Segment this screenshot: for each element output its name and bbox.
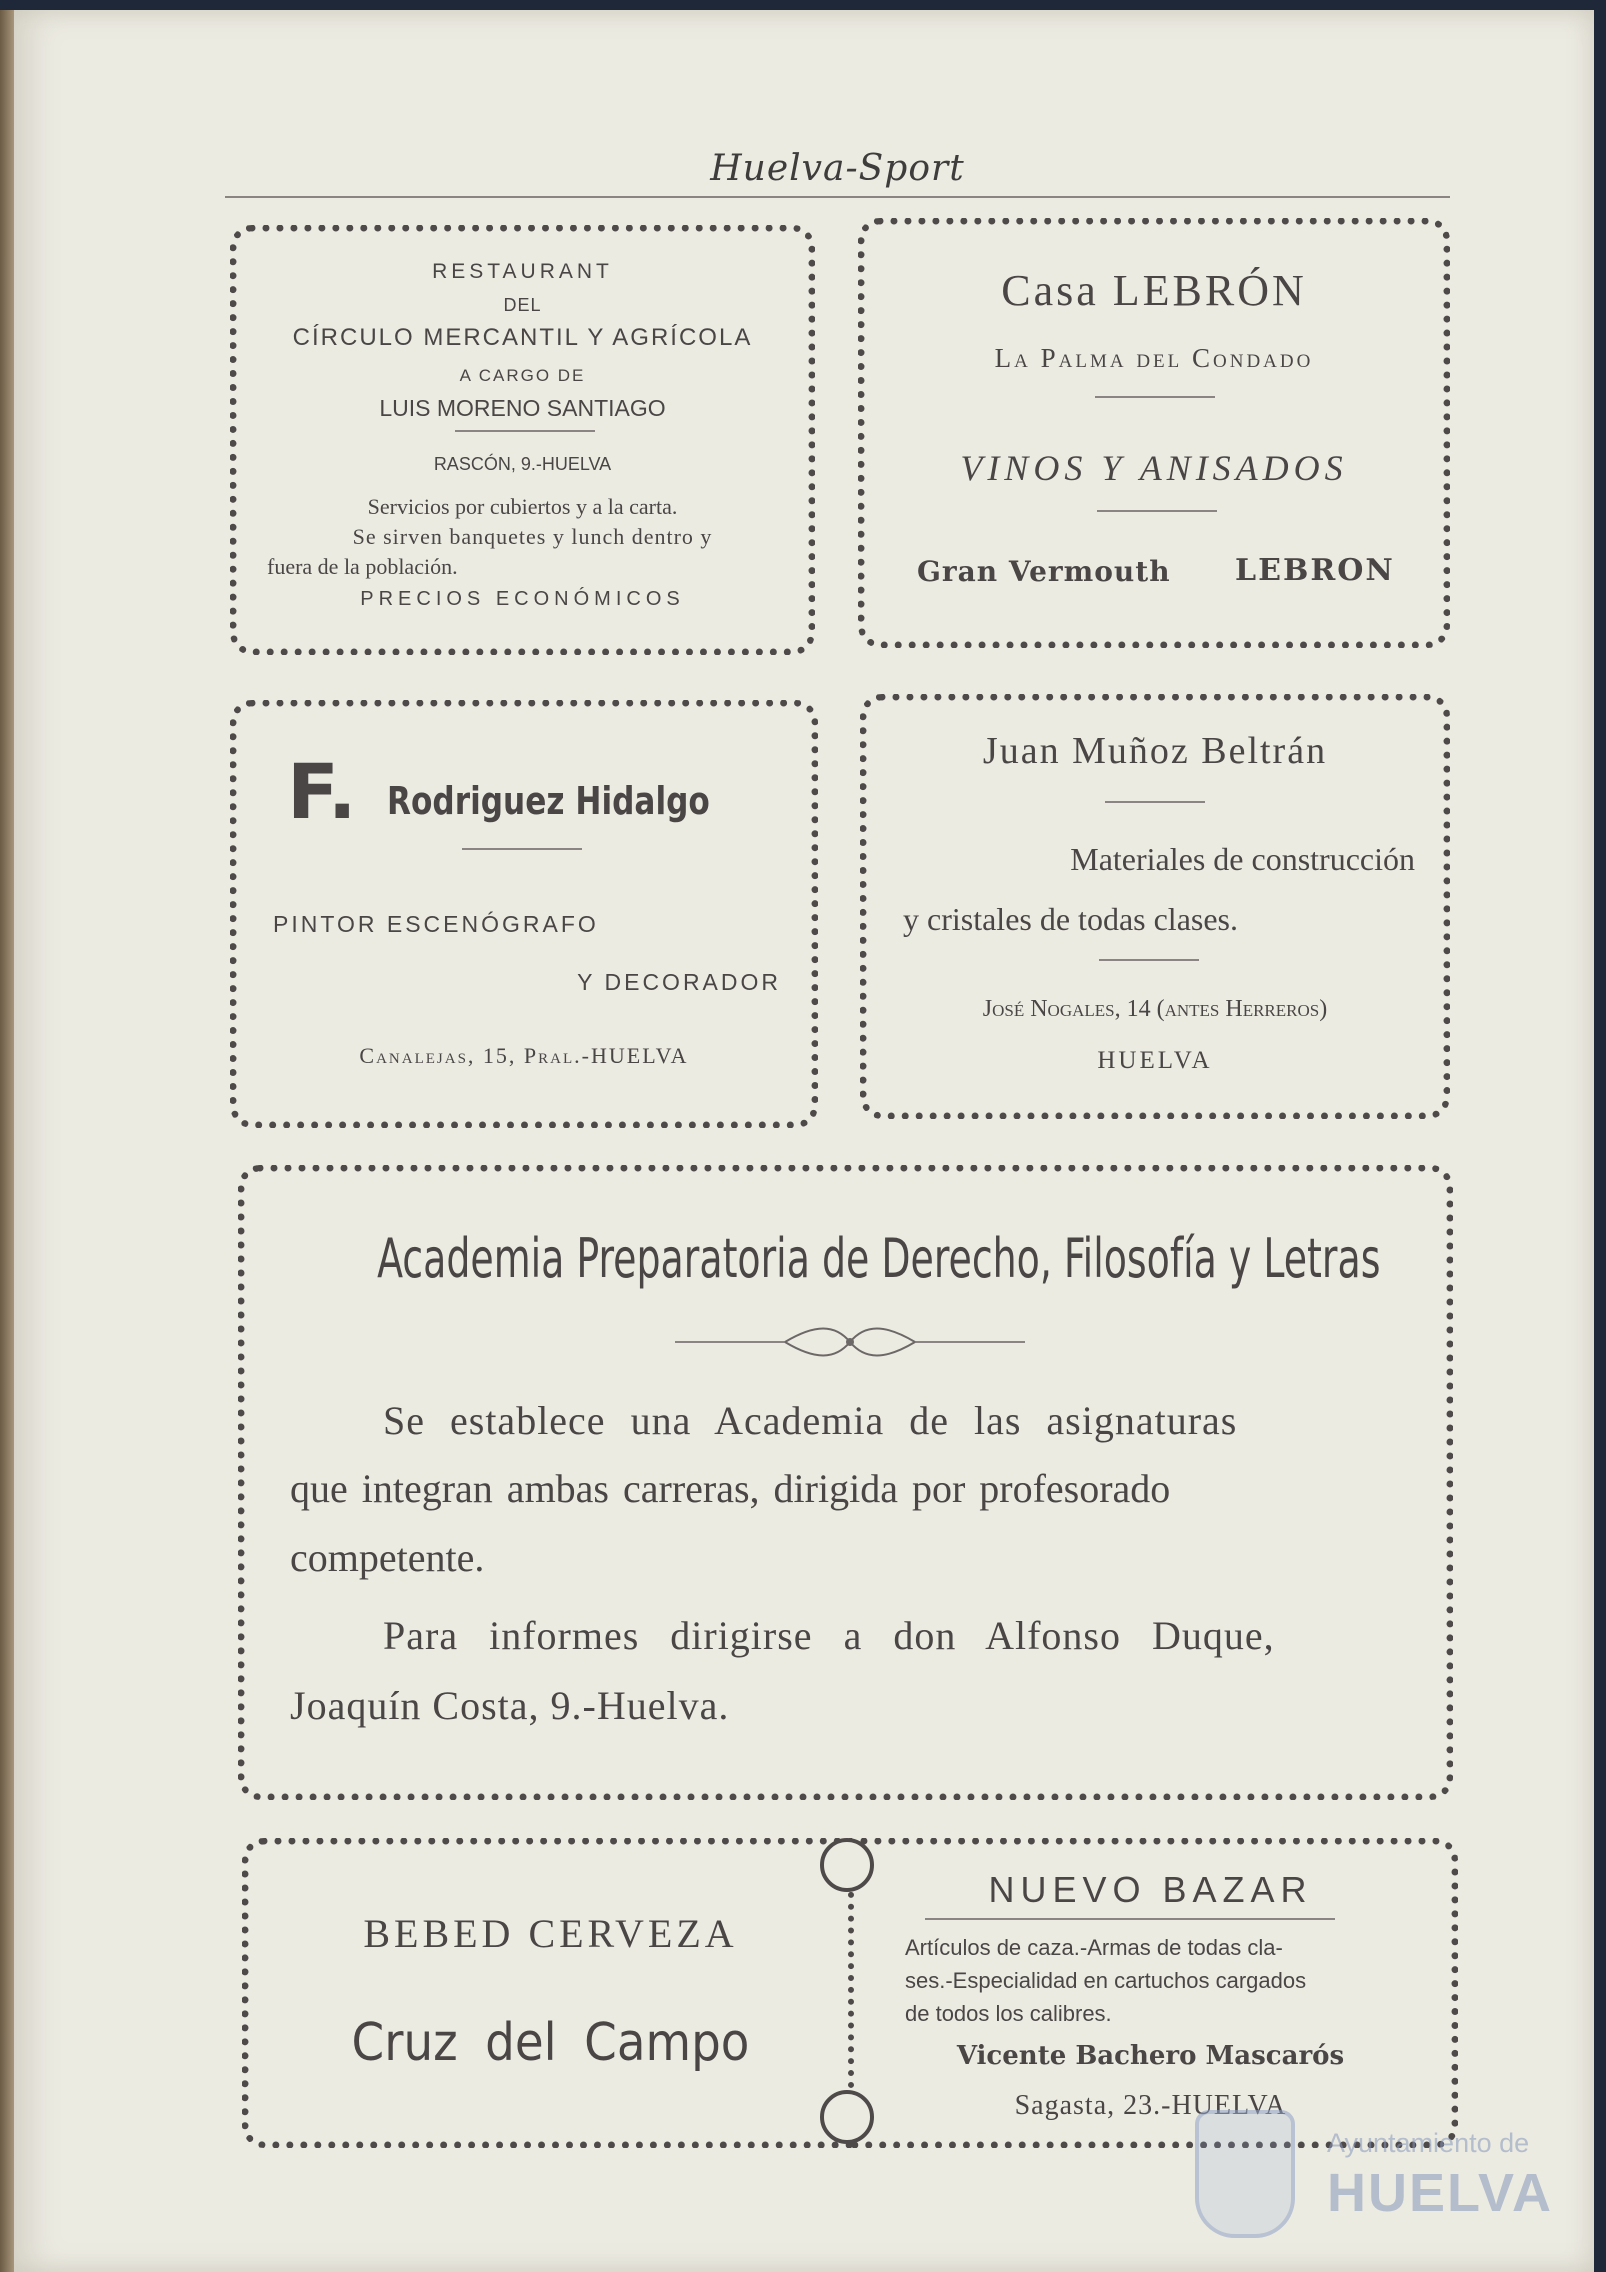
watermark-line1: Ayuntamiento de bbox=[1327, 2128, 1530, 2158]
ad-restaurant-line9: fuera de la población. bbox=[267, 554, 458, 579]
ad-restaurant bbox=[230, 225, 815, 655]
page-header bbox=[225, 140, 1450, 198]
ad-munoz-line1: Materiales de construcción bbox=[1070, 841, 1415, 877]
ad-lebron-place: La Palma del Condado bbox=[994, 343, 1314, 373]
ad-casa-lebron bbox=[858, 218, 1450, 648]
ad-munoz-rule2 bbox=[1099, 959, 1199, 961]
ad-munoz-address: José Nogales, 14 (antes Herreros) bbox=[982, 996, 1328, 1022]
watermark-line2: HUELVA bbox=[1327, 2163, 1553, 2223]
ad-restaurant-rule bbox=[455, 430, 595, 432]
ad-lebron-products: VINOS Y ANISADOS bbox=[960, 448, 1348, 488]
ad-bazar-line3: de todos los calibres. bbox=[905, 2001, 1112, 2026]
ad-lebron-tag-a: Gran Vermouth bbox=[917, 555, 1171, 588]
ad-academia-title: Academia Preparatoria de Derecho, Filosofía y Letras bbox=[377, 1227, 1381, 1290]
knot-ornament-icon bbox=[820, 2090, 874, 2144]
ad-rodriguez-rule bbox=[462, 848, 582, 850]
ad-lebron-rule2 bbox=[1097, 510, 1217, 512]
ad-lebron-tag-b: LEBRON bbox=[1235, 553, 1395, 588]
ad-lebron-rule1 bbox=[1095, 396, 1215, 398]
ad-rodriguez-line2: Y DECORADOR bbox=[577, 969, 781, 995]
ad-cerveza-line2: Cruz del Campo bbox=[351, 2013, 750, 2073]
ad-bazar-rule bbox=[925, 1918, 1335, 1920]
ad-bazar-line2: ses.-Especialidad en cartuchos cargados bbox=[905, 1968, 1307, 1993]
ad-cerveza-line1: BEBED CERVEZA bbox=[363, 1911, 738, 1956]
ad-rodriguez-hidalgo bbox=[230, 700, 818, 1128]
coat-of-arms-icon bbox=[1195, 2110, 1295, 2238]
ad-juan-munoz-beltran bbox=[860, 694, 1450, 1119]
ad-lebron-title: Casa LEBRÓN bbox=[1001, 266, 1307, 315]
ad-restaurant-line1: RESTAURANT bbox=[432, 260, 613, 283]
ad-restaurant-line7: Servicios por cubiertos y a la carta. bbox=[367, 494, 678, 519]
ad-academia-p1a: Se establece una Academia de las asignaturas bbox=[383, 1398, 1238, 1443]
ad-academia bbox=[238, 1165, 1453, 1800]
ad-restaurant-line3: CÍRCULO MERCANTIL Y AGRÍCOLA bbox=[292, 324, 753, 351]
ad-academia-p1b: que integran ambas carreras, dirigida por profesorado bbox=[290, 1466, 1171, 1511]
ad-munoz-line2: y cristales de todas clases. bbox=[903, 901, 1238, 937]
ad-munoz-city: HUELVA bbox=[1097, 1047, 1213, 1074]
ad-restaurant-line6: RASCÓN, 9.-HUELVA bbox=[433, 454, 612, 474]
ad-rodriguez-name: Rodriguez Hidalgo bbox=[387, 779, 710, 823]
ad-academia-p2a: Para informes dirigirse a don Alfonso Duque, bbox=[383, 1613, 1275, 1658]
ad-restaurant-line2: DEL bbox=[503, 295, 542, 315]
ad-academia-p2b: Joaquín Costa, 9.-Huelva. bbox=[290, 1683, 730, 1728]
ad-bazar-line1: Artículos de caza.-Armas de todas cla- bbox=[905, 1935, 1283, 1960]
ad-restaurant-line10: PRECIOS ECONÓMICOS bbox=[360, 588, 685, 610]
ad-bazar-owner: Vicente Bachero Mascarós bbox=[956, 2041, 1345, 2071]
ad-bazar-address: Sagasta, 23.-HUELVA bbox=[1014, 2090, 1287, 2121]
ad-restaurant-line4: A CARGO DE bbox=[459, 366, 586, 385]
ad-rodriguez-initial: F. bbox=[287, 747, 357, 836]
ad-cruz-del-campo bbox=[242, 1838, 852, 2148]
header-title: Huelva-Sport bbox=[710, 148, 965, 189]
watermark bbox=[1195, 2110, 1575, 2250]
ad-nuevo-bazar bbox=[850, 1838, 1458, 2148]
ad-munoz-name: Juan Muñoz Beltrán bbox=[982, 730, 1328, 772]
ad-bazar-title: NUEVO BAZAR bbox=[988, 1869, 1313, 1910]
ad-rodriguez-address: Canalejas, 15, Pral.-HUELVA bbox=[359, 1043, 689, 1068]
knot-ornament-icon bbox=[820, 1838, 874, 1892]
ad-rodriguez-line1: PINTOR ESCENÓGRAFO bbox=[273, 911, 599, 937]
bottom-ads-divider bbox=[848, 1880, 854, 2100]
ornament-divider-icon bbox=[675, 1322, 1025, 1362]
ad-academia-p1c: competente. bbox=[290, 1535, 485, 1580]
ad-restaurant-line5: LUIS MORENO SANTIAGO bbox=[379, 395, 666, 421]
ad-munoz-rule1 bbox=[1105, 801, 1205, 803]
ad-restaurant-line8: Se sirven banquetes y lunch dentro y bbox=[352, 524, 713, 549]
